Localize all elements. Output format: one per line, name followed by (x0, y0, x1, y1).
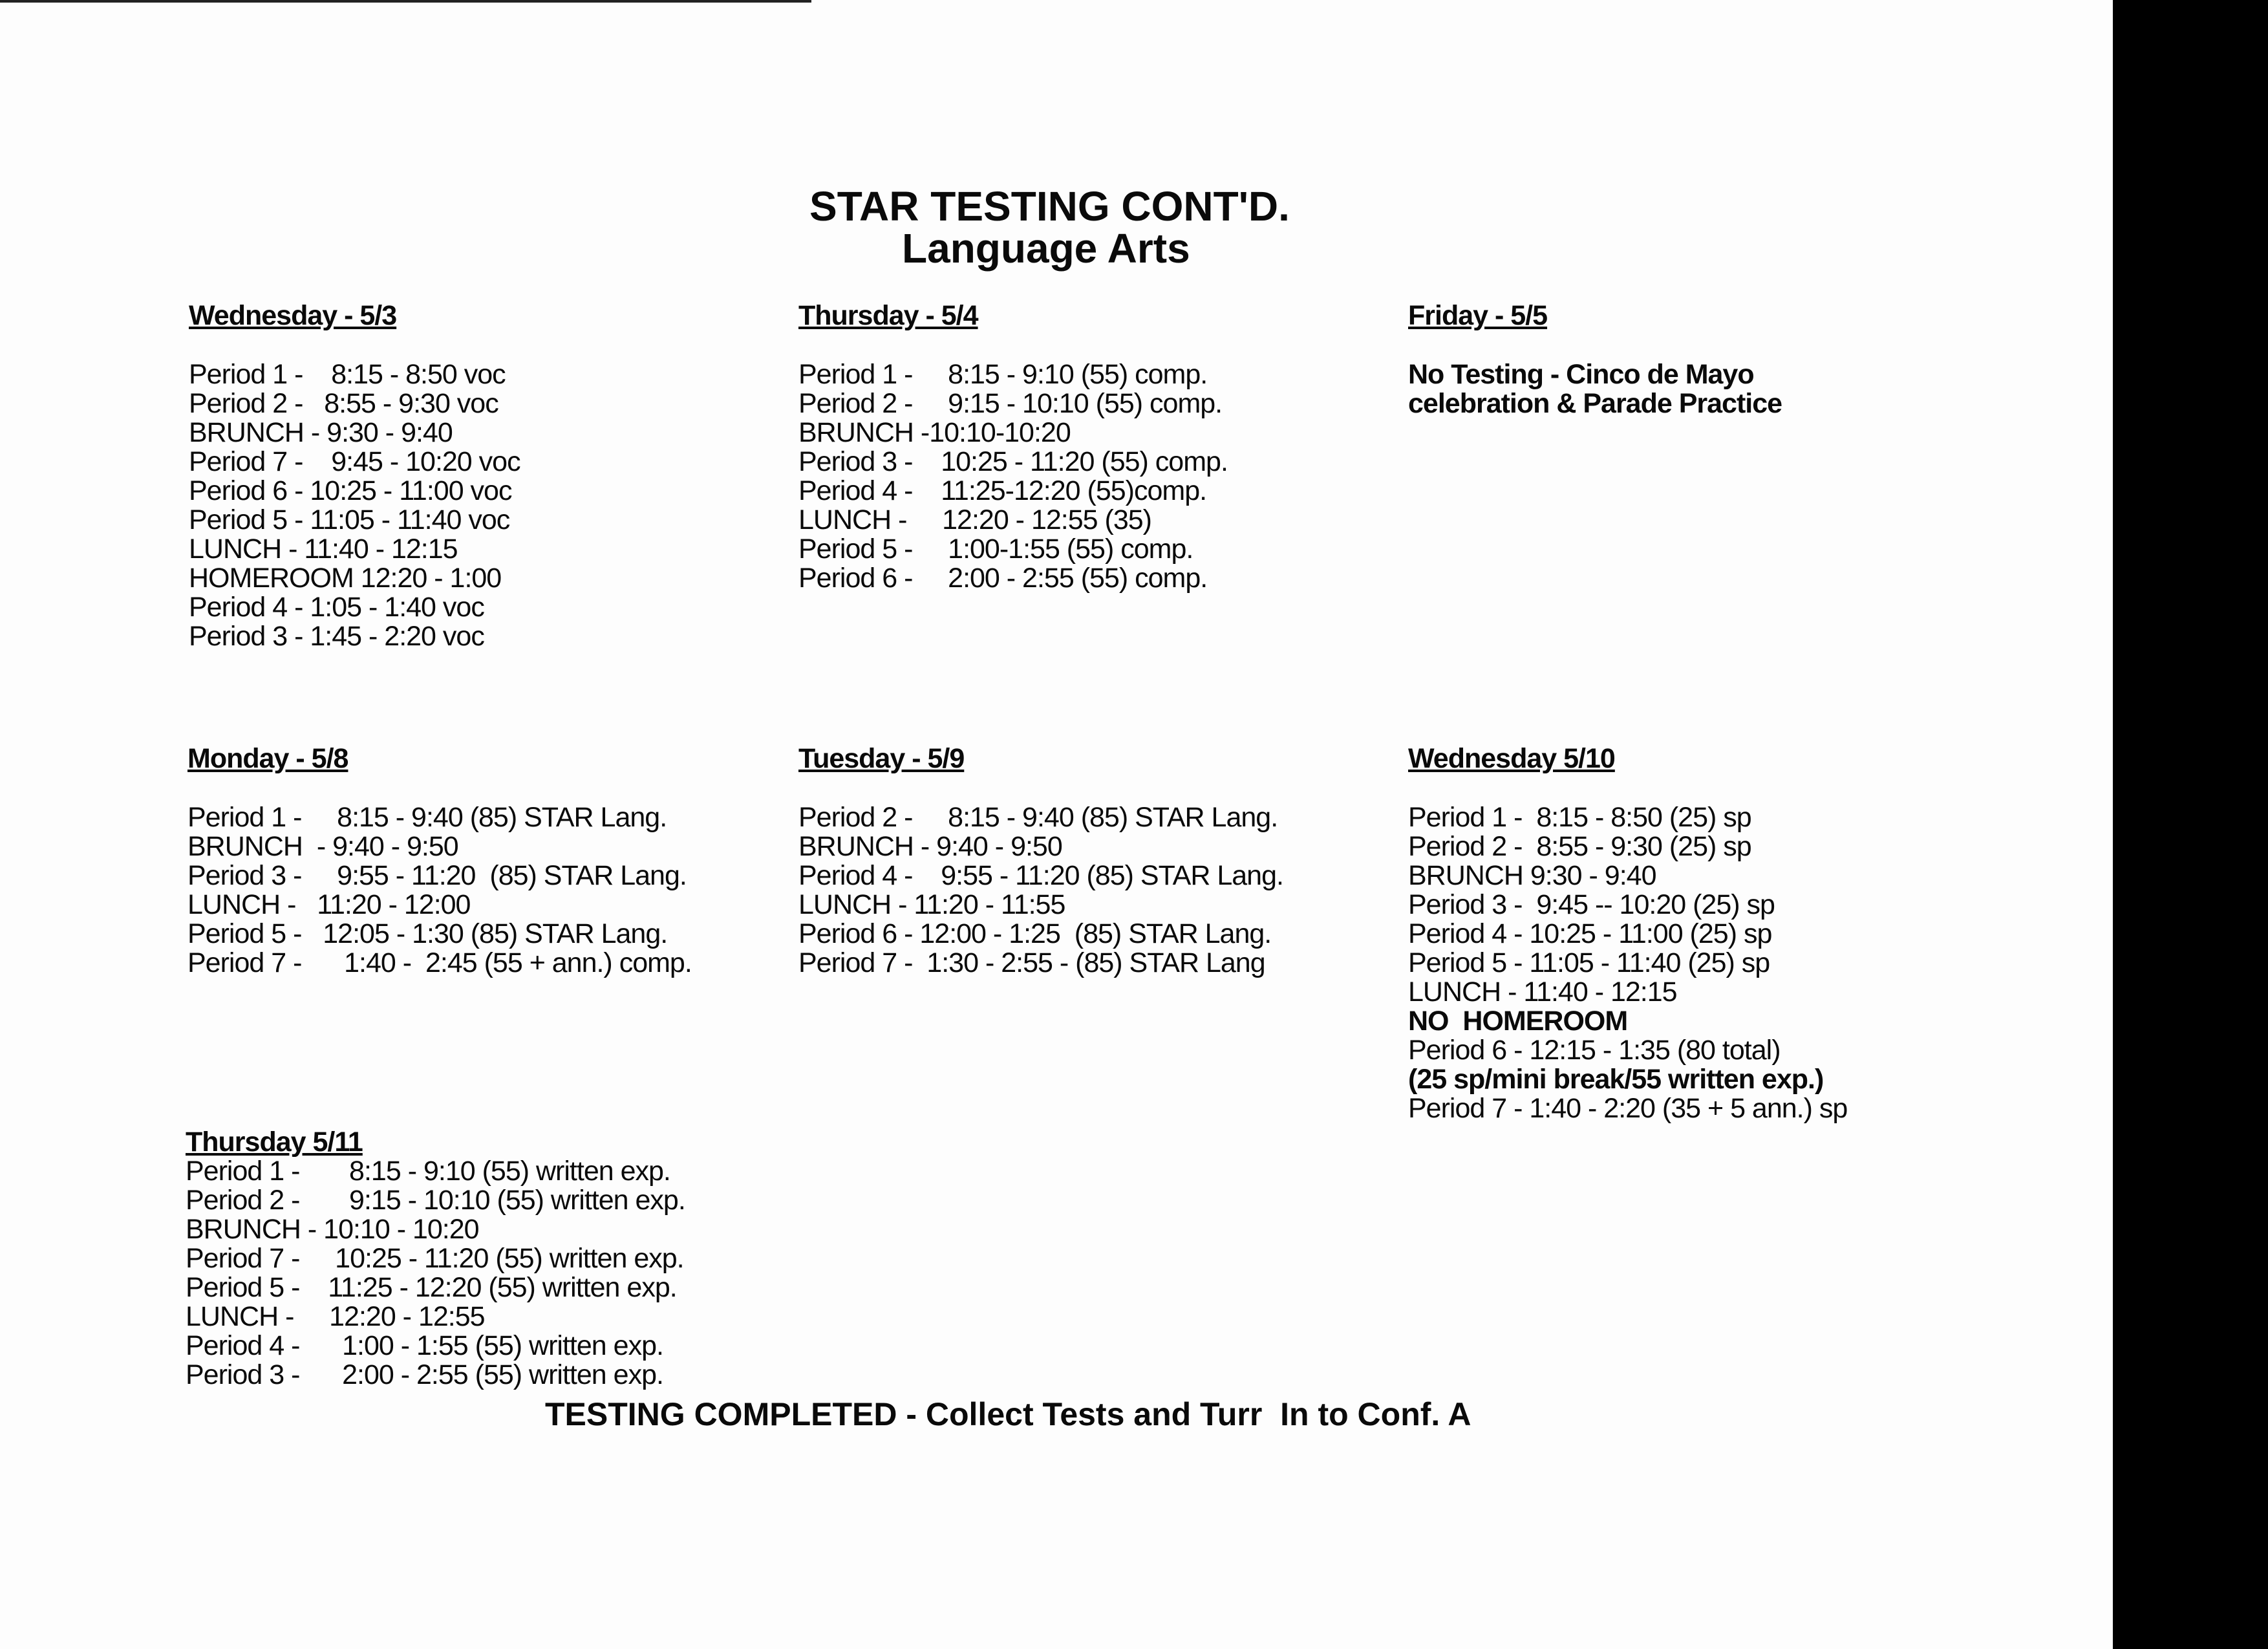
day-block-thursday-5-4 (798, 301, 1393, 593)
schedule-entry: Period 4 - 1:00 - 1:55 (55) written exp. (186, 1330, 663, 1361)
schedule-entry: Period 4 - 11:25-12:20 (55)comp. (798, 475, 1207, 506)
day-header: Monday - 5/8 (187, 743, 348, 774)
schedule-entry: LUNCH - 12:20 - 12:55 (186, 1301, 485, 1332)
schedule-entry: BRUNCH -10:10-10:20 (798, 417, 1071, 448)
schedule-entries (1408, 360, 2003, 418)
schedule-entry: BRUNCH - 9:40 - 9:50 (187, 831, 458, 862)
day-header: Wednesday 5/10 (1408, 743, 1615, 774)
schedule-entry: Period 4 - 1:05 - 1:40 voc (189, 592, 484, 623)
footer-note: TESTING COMPLETED - Collect Tests and Turr In to Conf. A (545, 1396, 1471, 1432)
day-block-monday-5-8 (187, 744, 782, 978)
scan-right-edge-border (2113, 0, 2268, 1649)
day-block-tuesday-5-9 (798, 744, 1393, 978)
schedule-entry: Period 3 - 2:00 - 2:55 (55) written exp. (186, 1359, 663, 1390)
schedule-entry: Period 3 - 9:55 - 11:20 (85) STAR Lang. (187, 860, 687, 891)
schedule-entry: Period 2 - 8:55 - 9:30 voc (189, 388, 498, 419)
schedule-entry: BRUNCH - 9:30 - 9:40 (189, 417, 453, 448)
schedule-entry: Period 7 - 10:25 - 11:20 (55) written exp. (186, 1243, 684, 1274)
schedule-entries (798, 360, 1393, 593)
day-block-thursday-5-11 (186, 1128, 780, 1390)
schedule-entry: Period 5 - 11:05 - 11:40 (25) sp (1408, 947, 1770, 978)
schedule-entry: Period 2 - 8:15 - 9:40 (85) STAR Lang. (798, 802, 1278, 833)
schedule-entry: Period 1 - 8:15 - 8:50 (25) sp (1408, 802, 1751, 833)
schedule-entry: Period 7 - 9:45 - 10:20 voc (189, 446, 520, 477)
schedule-entry: Period 3 - 9:45 -- 10:20 (25) sp (1408, 889, 1775, 920)
schedule-entry: Period 1 - 8:15 - 8:50 voc (189, 359, 506, 390)
day-header: Wednesday - 5/3 (189, 300, 397, 331)
schedule-entry: LUNCH - 11:40 - 12:15 (189, 534, 458, 565)
schedule-entries (186, 1157, 780, 1390)
schedule-entry: Period 3 - 1:45 - 2:20 voc (189, 621, 484, 652)
day-block-friday-5-5 (1408, 301, 2003, 418)
schedule-entry: Period 2 - 9:15 - 10:10 (55) written exp. (186, 1185, 685, 1216)
page-title: STAR TESTING CONT'D. (809, 183, 1290, 230)
schedule-entry: Period 3 - 10:25 - 11:20 (55) comp. (798, 446, 1228, 477)
day-header: Tuesday - 5/9 (798, 743, 965, 774)
schedule-entry: Period 7 - 1:30 - 2:55 - (85) STAR Lang (798, 947, 1265, 978)
day-header: Friday - 5/5 (1408, 300, 1548, 331)
schedule-entry: Period 5 - 11:05 - 11:40 voc (189, 504, 510, 535)
schedule-entry: HOMEROOM 12:20 - 1:00 (189, 563, 502, 594)
day-block-wednesday-5-10 (1408, 744, 2003, 1123)
schedule-entry: No Testing - Cinco de Mayo (1408, 359, 1754, 390)
schedule-entry: Period 4 - 9:55 - 11:20 (85) STAR Lang. (798, 860, 1283, 891)
schedule-entry: BRUNCH - 9:40 - 9:50 (798, 831, 1062, 862)
schedule-entry: Period 5 - 1:00-1:55 (55) comp. (798, 534, 1193, 565)
schedule-entry: Period 1 - 8:15 - 9:10 (55) comp. (798, 359, 1208, 390)
schedule-entry: Period 6 - 2:00 - 2:55 (55) comp. (798, 563, 1208, 594)
schedule-entry: LUNCH - 12:20 - 12:55 (35) (798, 504, 1151, 535)
day-header: Thursday - 5/4 (798, 300, 978, 331)
schedule-entry: Period 6 - 12:15 - 1:35 (80 total) (1408, 1035, 1781, 1066)
schedule-entry: NO HOMEROOM (1408, 1006, 1628, 1037)
schedule-entry: Period 2 - 9:15 - 10:10 (55) comp. (798, 388, 1223, 419)
schedule-entry: Period 5 - 12:05 - 1:30 (85) STAR Lang. (187, 918, 668, 949)
schedule-entry: Period 2 - 8:55 - 9:30 (25) sp (1408, 831, 1751, 862)
schedule-entry: LUNCH - 11:20 - 12:00 (187, 889, 471, 920)
schedule-entry: LUNCH - 11:20 - 11:55 (798, 889, 1065, 920)
schedule-entries (1408, 803, 2003, 1123)
schedule-entry: LUNCH - 11:40 - 12:15 (1408, 976, 1677, 1008)
top-edge-line (0, 0, 811, 3)
page-subtitle: Language Arts (902, 225, 1190, 272)
schedule-entries (798, 803, 1393, 978)
schedule-entry: Period 4 - 10:25 - 11:00 (25) sp (1408, 918, 1772, 949)
schedule-entry: Period 7 - 1:40 - 2:45 (55 + ann.) comp. (187, 947, 692, 978)
day-header: Thursday 5/11 (186, 1126, 363, 1158)
schedule-entry: celebration & Parade Practice (1408, 388, 1782, 419)
schedule-entry: BRUNCH - 10:10 - 10:20 (186, 1214, 479, 1245)
schedule-entries (189, 360, 784, 651)
schedule-entry: Period 7 - 1:40 - 2:20 (35 + 5 ann.) sp (1408, 1093, 1848, 1124)
schedule-entry: (25 sp/mini break/55 written exp.) (1408, 1064, 1824, 1095)
day-block-wednesday-5-3 (189, 301, 784, 651)
schedule-entries (187, 803, 782, 978)
schedule-entry: Period 1 - 8:15 - 9:40 (85) STAR Lang. (187, 802, 667, 833)
schedule-entry: BRUNCH 9:30 - 9:40 (1408, 860, 1656, 891)
schedule-entry: Period 6 - 10:25 - 11:00 voc (189, 475, 512, 506)
schedule-entry: Period 1 - 8:15 - 9:10 (55) written exp. (186, 1156, 670, 1187)
schedule-entry: Period 6 - 12:00 - 1:25 (85) STAR Lang. (798, 918, 1272, 949)
schedule-entry: Period 5 - 11:25 - 12:20 (55) written exp. (186, 1272, 677, 1303)
